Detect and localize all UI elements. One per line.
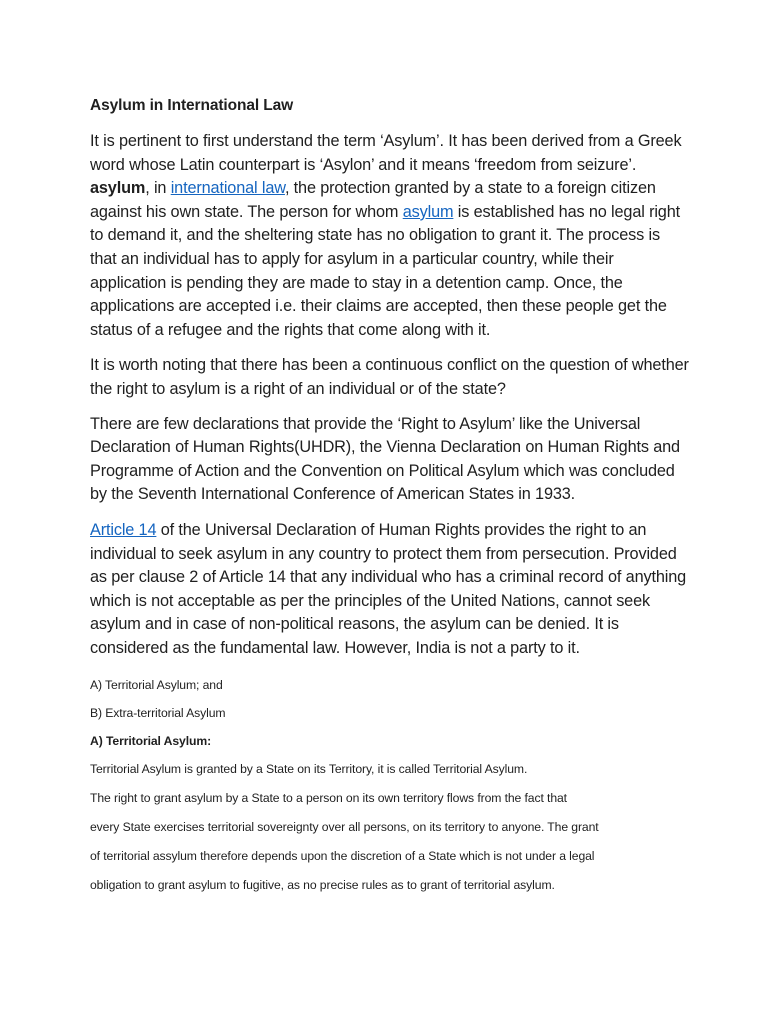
text-line: every State exercises territorial sovereignty over all persons, on its territory to anyone. The grant: [90, 820, 599, 835]
paragraph-asylum-definition: [90, 130, 690, 342]
text-line: of territorial assylum therefore depends upon the discretion of a State which is not under a legal: [90, 849, 595, 864]
link-asylum[interactable]: asylum: [402, 202, 454, 221]
text-line: Territorial Asylum is granted by a State on its Territory, it is called Territorial Asylum.: [90, 762, 528, 777]
text-line: obligation to grant asylum to fugitive, as no precise rules as to grant of territorial asylum.: [90, 878, 555, 893]
paragraph-article-14: [90, 519, 690, 661]
document-title: Asylum in International Law: [90, 97, 294, 114]
paragraph-text: It is pertinent to first understand the term ‘Asylum’. It has been derived from a Greek word whose Latin counterpart is ‘Asylon’ and it means ‘freedom from seizure’.: [90, 132, 682, 174]
text-line: The right to grant asylum by a State to a person on its own territory flows from the fact that: [90, 791, 567, 806]
paragraph-declarations: There are few declarations that provide the ‘Right to Asylum’ like the Universal Declaration of Human Rights(UHDR), the Vienna Declaration on Human Rights and Programme of Action and the Convention on Political Asylum which was concluded by the Seventh International Conference of American States in 1933.: [90, 414, 680, 504]
paragraph-text: is established has no legal right to demand it, and the sheltering state has no obligation to grant it. The process is that an individual has to apply for asylum in a particular country, while their application is pending they are made to stay in a detention camp. Once, the applications are accepted i.e. their claims are accepted, then these people get the status of a refugee and the rights that come along with it.: [90, 202, 680, 339]
document-body: [90, 95, 690, 893]
bold-term-asylum: asylum: [90, 179, 146, 198]
paragraph-conflict: It is worth noting that there has been a continuous conflict on the question of whether the right to asylum is a right of an individual or of the state?: [90, 356, 689, 398]
paragraph-text: , the protection granted by a state to a foreign citizen against his own state. The person for whom: [90, 179, 656, 221]
paragraph-text: of the Universal Declaration of Human Rights provides the right to an individual to seek asylum in any country to protect them from persecution. Provided as per clause 2 of Article 14 that any individual who has a criminal record of anything which is not acceptable as per the principles of the United Nations, cannot seek asylum and in case of non-political reasons, the asylum can be denied. It is considered as the fundamental law. However, India is not a party to it.: [90, 520, 687, 657]
section-heading-territorial-asylum: A) Territorial Asylum:: [90, 734, 212, 749]
link-international-law[interactable]: international law: [170, 179, 285, 198]
list-item-territorial-asylum: A) Territorial Asylum; and: [90, 678, 223, 693]
link-article-14[interactable]: Article 14: [90, 520, 157, 539]
paragraph-text: , in: [145, 179, 171, 198]
list-item-extra-territorial-asylum: B) Extra-territorial Asylum: [90, 706, 226, 721]
